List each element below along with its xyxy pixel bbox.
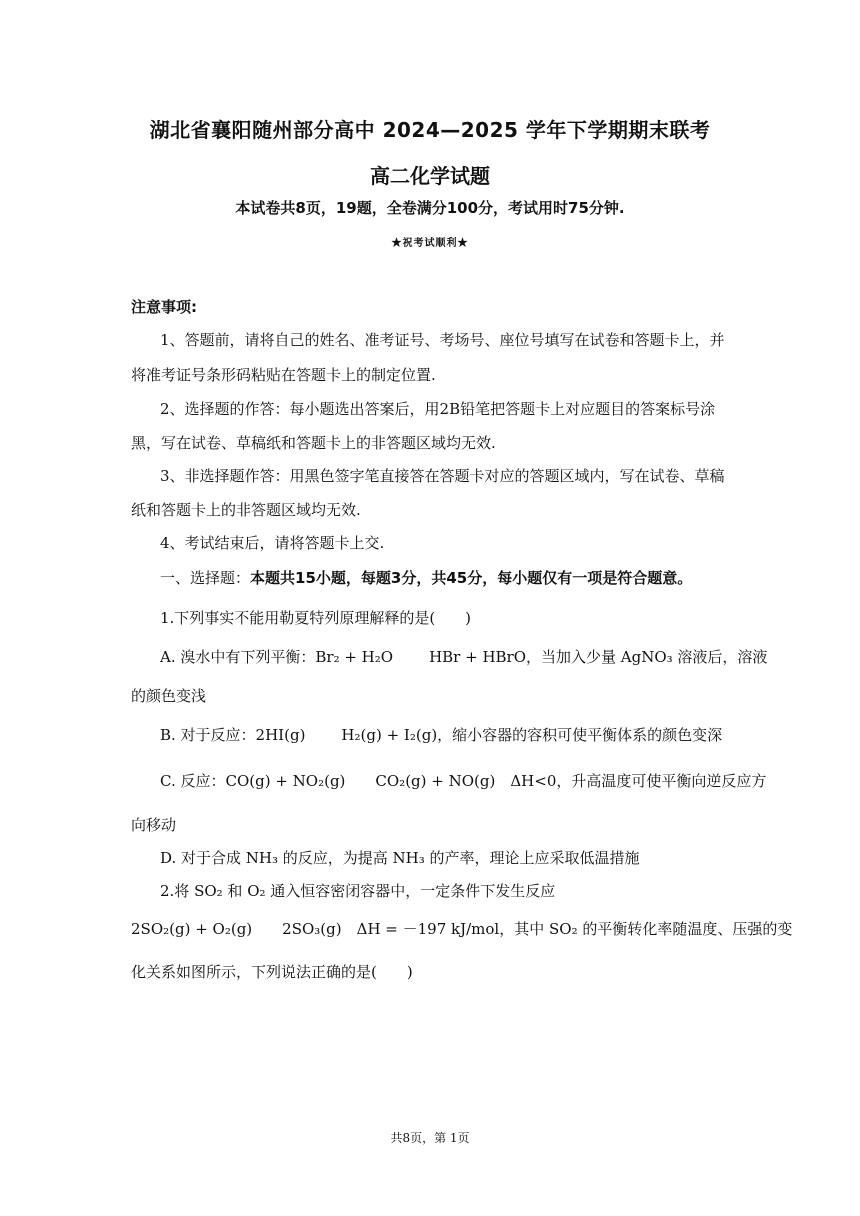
question-1-option-a	[160, 646, 767, 667]
question-1-option-c	[160, 770, 766, 791]
note-item-2-line-2: 黑，写在试卷、草稿纸和答题卡上的非答题区域均无效.	[131, 434, 496, 452]
option-b-left: B. 对于反应：2HI(g)	[160, 726, 306, 744]
option-c-left: C. 反应：CO(g) + NO₂(g)	[160, 772, 346, 790]
note-item-3-line-1: 3、非选择题作答：用黑色签字笔直接答在答题卡对应的答题区域内，写在试卷、草稿	[160, 467, 725, 485]
option-a-right: HBr + HBrO，当加入少量 AgNO₃ 溶液后，溶液	[429, 648, 768, 666]
option-c-right: CO₂(g) + NO(g) ΔH<0，升高温度可使平衡向逆反应方	[375, 772, 767, 790]
exam-wish: ★祝考试顺利★	[391, 238, 469, 249]
exam-info: 本试卷共8页，19题，全卷满分100分，考试用时75分钟.	[235, 199, 625, 217]
question-2-equation-right: 2SO₃(g) ΔH = －197 kJ/mol，其中 SO₂ 的平衡转化率随温度、压强的变	[282, 920, 793, 938]
note-item-3-line-2: 纸和答题卡上的非答题区域均无效.	[131, 501, 361, 519]
note-item-2-line-1: 2、选择题的作答：每小题选出答案后，用2B铅笔把答题卡上对应题目的答案标号涂	[160, 400, 716, 418]
document-title: 湖北省襄阳随州部分高中 2024—2025 学年下学期期末联考	[149, 118, 711, 142]
question-1-option-d: D. 对于合成 NH₃ 的反应，为提高 NH₃ 的产率，理论上应采取低温措施	[160, 849, 640, 867]
notes-heading: 注意事项:	[131, 298, 197, 316]
page-number: 共8页，第 1页	[390, 1131, 470, 1145]
question-2-equation	[131, 918, 792, 939]
option-b-right: H₂(g) + I₂(g)，缩小容器的容积可使平衡体系的颜色变深	[341, 726, 723, 744]
section-1-description: 本题共15小题，每题3分，共45分，每小题仅有一项是符合题意。	[250, 569, 693, 587]
question-2-equation-left: 2SO₂(g) + O₂(g)	[131, 920, 253, 938]
question-1-option-b	[160, 724, 722, 745]
document-subtitle: 高二化学试题	[370, 164, 490, 188]
question-1-stem: 1.下列事实不能用勒夏特列原理解释的是( )	[160, 609, 472, 627]
section-1-prefix: 一、选择题：	[160, 569, 251, 587]
option-a-left: A. 溴水中有下列平衡：Br₂ + H₂O	[160, 648, 394, 666]
question-2-stem: 2.将 SO₂ 和 O₂ 通入恒容密闭容器中，一定条件下发生反应	[160, 882, 556, 900]
note-item-4: 4、考试结束后，请将答题卡上交.	[160, 534, 385, 552]
note-item-1-line-2: 将准考证号条形码粘贴在答题卡上的制定位置.	[131, 366, 436, 384]
note-item-1-line-1: 1、答题前，请将自己的姓名、准考证号、考场号、座位号填写在试卷和答题卡上，并	[160, 331, 725, 349]
question-1-option-c-line-2: 向移动	[131, 816, 177, 834]
section-1-heading	[160, 567, 692, 588]
question-1-option-a-line-2: 的颜色变浅	[131, 687, 207, 705]
question-2-line-2: 化关系如图所示，下列说法正确的是( )	[131, 963, 413, 981]
